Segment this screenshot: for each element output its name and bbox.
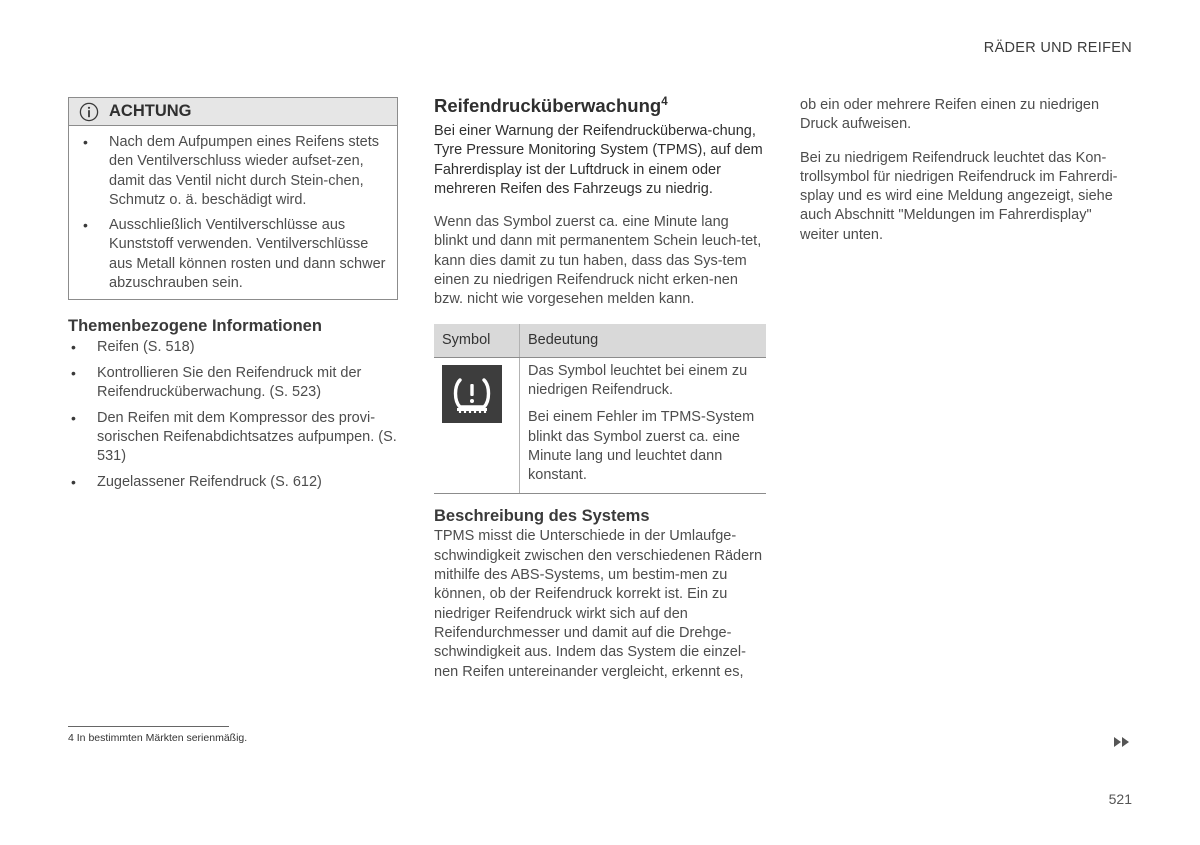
main-column bbox=[434, 95, 766, 696]
section-title-text: Reifendrucküberwachung bbox=[434, 95, 662, 116]
related-heading: Themenbezogene Informationen bbox=[68, 317, 322, 335]
meaning-column-header: Bedeutung bbox=[520, 324, 767, 358]
footnote bbox=[68, 732, 247, 744]
system-paragraph: TPMS misst die Unterschiede in der Umlaufge-schwindigkeit zwischen den verschiedenen Rädern mithilfe des ABS-Systems, um bestim-men zu können, ob der Reifendruck korrekt ist. Ein zu niedriger Reifendruck wirkt sich auf den Reifendurchmesser und damit auf die Drehge-schwindigkeit aus. Indem das System die einzel-nen Reifen untereinander vergleicht, erkennt es, bbox=[434, 528, 763, 680]
warning-item: • Ausschließlich Ventilverschlüsse aus Kunststoff verwenden. Ventilverschlüsse aus Metall können rosten und dann schwer abzuschrauben sein. bbox=[109, 216, 387, 293]
intro-paragraph: Bei einer Warnung der Reifendrucküberwa-chung, Tyre Pressure Monitoring System (TPMS), auf dem Fahrerdisplay ist der Luftdruck in einem oder mehreren Reifen des Fahrzeugs zu niedrig. bbox=[434, 123, 763, 197]
footnote-number: 4 bbox=[68, 732, 74, 744]
related-link-zugelassener-reifendruck[interactable]: • Zugelassener Reifendruck (S. 612) bbox=[97, 473, 397, 492]
warning-title: ACHTUNG bbox=[109, 102, 192, 120]
symbol-table bbox=[434, 324, 766, 495]
related-link-reifen[interactable]: • Reifen (S. 518) bbox=[97, 338, 397, 357]
related-link-kompressor[interactable]: • Den Reifen mit dem Kompressor des provi-sorischen Reifenabdichtsatzes aufpumpen. (S. 531) bbox=[97, 409, 397, 467]
warning-list bbox=[69, 126, 397, 293]
meaning-text-1: Das Symbol leuchtet bei einem zu niedrigen Reifendruck. bbox=[528, 362, 748, 398]
meaning-text-2: Bei einem Fehler im TPMS-System blinkt das Symbol zuerst ca. eine Minute lang und leuchtet dann konstant. bbox=[528, 409, 755, 484]
right-column bbox=[800, 96, 1134, 259]
related-link-reifendruck-kontrollieren[interactable]: • Kontrollieren Sie den Reifendruck mit der Reifendrucküberwachung. (S. 523) bbox=[97, 364, 397, 403]
display-paragraph: Bei zu niedrigem Reifendruck leuchtet das Kon-trollsymbol für niedrigen Reifendruck im Fahrerdi-splay und es wird eine Meldung angezeigt, siehe auch Abschnitt "Meldungen im Fahrerdisplay" weiter unten. bbox=[800, 149, 1118, 243]
symbol-column-header: Symbol bbox=[434, 324, 520, 358]
double-arrow-right-icon[interactable] bbox=[1112, 735, 1132, 749]
meaning-cell bbox=[520, 357, 767, 494]
symbol-cell bbox=[434, 357, 520, 494]
table-row bbox=[434, 357, 766, 494]
footnote-marker: 4 bbox=[661, 95, 668, 108]
tpms-warning-icon bbox=[442, 365, 502, 423]
continued-paragraph: ob ein oder mehrere Reifen einen zu niedrigen Druck aufweisen. bbox=[800, 97, 1100, 133]
footnote-divider bbox=[68, 726, 229, 727]
section-header: RÄDER UND REIFEN bbox=[983, 40, 1132, 56]
info-circle-icon bbox=[79, 102, 99, 122]
warning-box bbox=[68, 97, 398, 300]
related-list bbox=[97, 338, 397, 499]
warning-item: • Nach dem Aufpumpen eines Reifens stets den Ventilverschluss wieder aufset-zen, damit das Ventil nicht durch Stein-chen, Schmutz o. ä. beschädigt wird. bbox=[109, 133, 387, 210]
system-heading: Beschreibung des Systems bbox=[434, 507, 650, 526]
section-title bbox=[434, 95, 766, 117]
page-number: 521 bbox=[1108, 791, 1132, 807]
footnote-text: In bestimmten Märkten serienmäßig. bbox=[76, 732, 248, 744]
warning-header bbox=[69, 98, 397, 126]
symbol-paragraph: Wenn das Symbol zuerst ca. eine Minute lang blinkt und dann mit permanentem Schein leuch-tet, kann dies damit zu tun haben, dass das Sys-tem einen zu niedrigen Reifendruck nicht erken-nen bzw. nicht wie vorgesehen melden kann. bbox=[434, 214, 762, 308]
